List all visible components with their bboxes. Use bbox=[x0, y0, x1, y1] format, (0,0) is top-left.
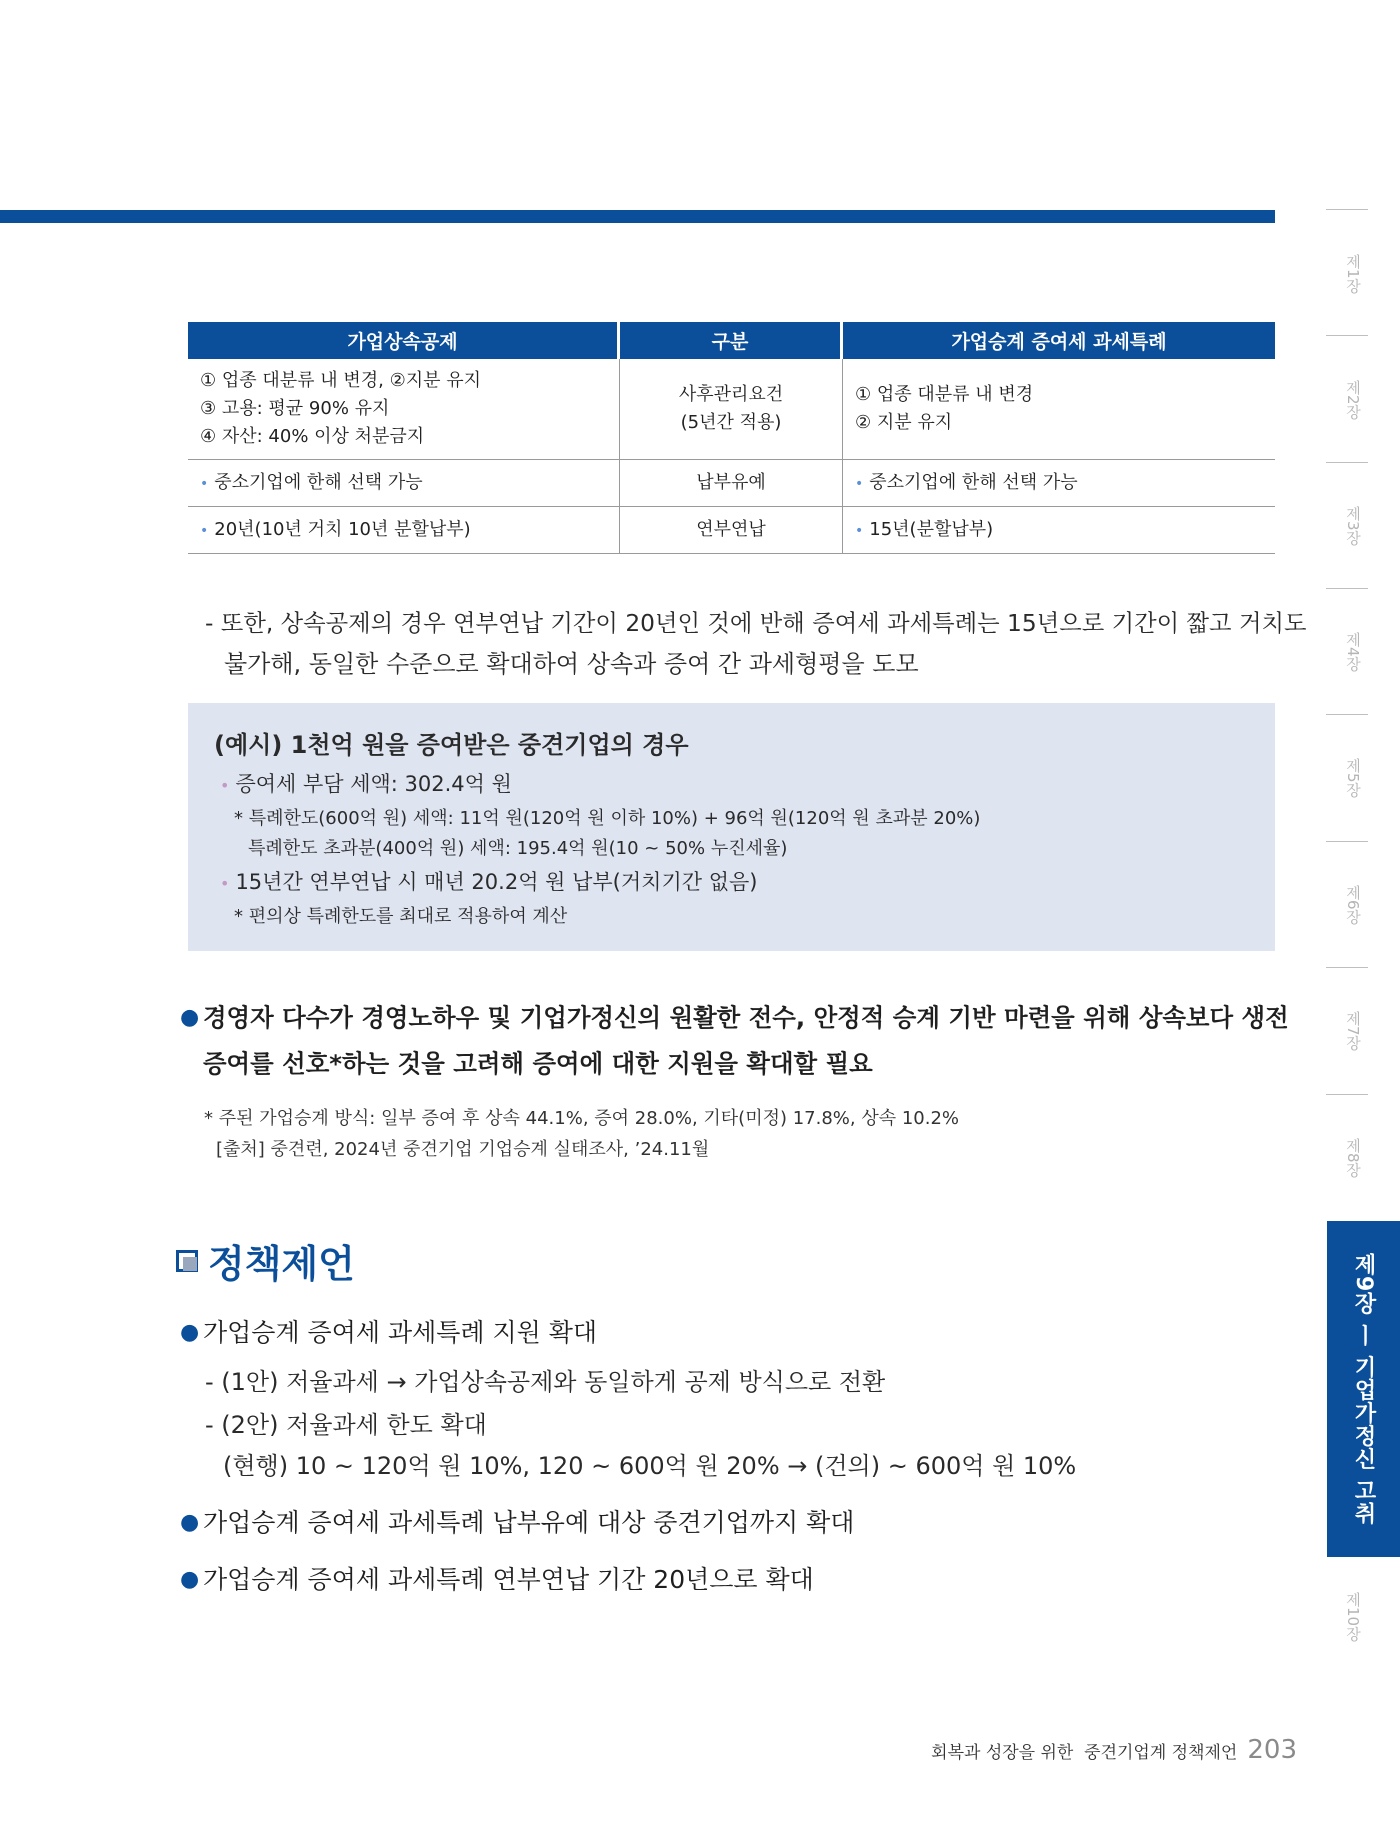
chapter-divider bbox=[1326, 462, 1368, 463]
page-footer bbox=[931, 1735, 1297, 1765]
chapter-tab-3[interactable]: 제3장 bbox=[1344, 506, 1362, 546]
example-box bbox=[188, 703, 1275, 951]
cell-line: ① 업종 대분류 내 변경, ②지분 유지 bbox=[200, 370, 481, 391]
bullet-icon: ● bbox=[180, 1567, 200, 1592]
chapter-tab-5[interactable]: 제5장 bbox=[1344, 758, 1362, 798]
chapter-divider bbox=[1326, 588, 1368, 589]
table-row bbox=[188, 460, 1275, 507]
footnote-line: [출처] 중견련, 2024년 중견기업 기업승계 실태조사, ’24.11월 bbox=[216, 1139, 710, 1160]
policy-bullet-3 bbox=[180, 1557, 1290, 1603]
policy-bullet-1 bbox=[180, 1310, 1290, 1356]
header-inheritance-deduction: 가업상속공제 bbox=[188, 322, 620, 359]
chapter-divider bbox=[1326, 1094, 1368, 1095]
cell-text: 20년(10년 거치 10년 분할납부) bbox=[214, 518, 471, 540]
table-row bbox=[188, 359, 1275, 460]
footer-title: 회복과 성장을 위한 중견기업계 정책제언 bbox=[931, 1743, 1238, 1763]
bullet-icon: • bbox=[220, 874, 230, 893]
chapter-tab-1[interactable]: 제1장 bbox=[1344, 254, 1362, 294]
table-cell bbox=[620, 359, 843, 460]
page-number: 203 bbox=[1247, 1735, 1297, 1765]
cell-text: 중소기업에 한해 선택 가능 bbox=[869, 471, 1078, 493]
policy-sub-1: - (1안) 저율과세 → 가업상속공제와 동일하게 공제 방식으로 전환 bbox=[205, 1368, 886, 1396]
chapter-divider bbox=[1326, 841, 1368, 842]
table-cell: 납부유예 bbox=[620, 460, 843, 507]
chapter-divider bbox=[1326, 967, 1368, 968]
main-bullet-line: 경영자 다수가 경영노하우 및 기업가정신의 원활한 전수, 안정적 승계 기반 마련을 위해 상속보다 생전 bbox=[203, 1003, 1289, 1032]
table-cell bbox=[843, 359, 1275, 460]
example-bullet-text: 15년간 연부연납 시 매년 20.2억 원 납부(거치기간 없음) bbox=[235, 870, 758, 894]
table-cell: 연부연납 bbox=[620, 507, 843, 554]
chapter-divider bbox=[1326, 714, 1368, 715]
main-bullet-line: 증여를 선호*하는 것을 고려해 증여에 대한 지원을 확대할 필요 bbox=[203, 1049, 873, 1078]
chapter-tab-7[interactable]: 제7장 bbox=[1344, 1011, 1362, 1051]
chapter-tab-10[interactable]: 제10장 bbox=[1344, 1592, 1362, 1642]
paragraph-line: - 또한, 상속공제의 경우 연부연납 기간이 20년인 것에 반해 증여세 과세특례는 15년으로 기간이 짧고 거치도 bbox=[205, 610, 1307, 637]
bullet-icon: • bbox=[220, 776, 230, 795]
footnote-line: * 주된 가업승계 방식: 일부 증여 후 상속 44.1%, 증여 28.0%, 기타(미정) 17.8%, 상속 10.2% bbox=[204, 1108, 960, 1129]
bullet-icon: • bbox=[200, 522, 209, 539]
policy-sub-3: (현행) 10 ~ 120억 원 10%, 120 ~ 600억 원 20% → (건의) ~ 600억 원 10% bbox=[223, 1452, 1077, 1480]
chapter-tab-9-active[interactable]: 제9장 ㅣ 기업가정신 고취 bbox=[1327, 1221, 1400, 1557]
paragraph-line: 불가해, 동일한 수준으로 확대하여 상속과 증여 간 과세형평을 도모 bbox=[224, 650, 919, 678]
footnote bbox=[204, 1103, 959, 1165]
example-title: (예시) 1천억 원을 증여받은 중견기업의 경우 bbox=[214, 731, 689, 759]
chapter-tab-2[interactable]: 제2장 bbox=[1344, 380, 1362, 420]
example-bullet bbox=[220, 768, 1249, 798]
main-bullet-text bbox=[180, 995, 1290, 1087]
table-row bbox=[188, 507, 1275, 554]
chapter-tab-6[interactable]: 제6장 bbox=[1344, 885, 1362, 925]
table-cell bbox=[188, 460, 620, 507]
cell-text: 중소기업에 한해 선택 가능 bbox=[214, 471, 423, 493]
square-bullet-icon bbox=[176, 1250, 198, 1272]
comparison-table bbox=[188, 322, 1275, 554]
cell-line: ③ 고용: 평균 90% 유지 bbox=[200, 398, 390, 419]
example-note: 특례한도 초과분(400억 원) 세액: 195.4억 원(10 ~ 50% 누진세율) bbox=[248, 838, 788, 859]
table-cell bbox=[188, 359, 620, 460]
cell-line: 사후관리요건 bbox=[678, 384, 784, 405]
header-gift-tax-special: 가업승계 증여세 과세특례 bbox=[843, 322, 1275, 359]
bullet-icon: • bbox=[855, 522, 864, 539]
example-note: * 편의상 특례한도를 최대로 적용하여 계산 bbox=[234, 906, 568, 927]
chapter-divider bbox=[1326, 335, 1368, 336]
main-bullet bbox=[180, 995, 1290, 1087]
section-heading bbox=[176, 1233, 355, 1288]
cell-line: ④ 자산: 40% 이상 처분금지 bbox=[200, 426, 425, 447]
example-note: * 특례한도(600억 원) 세액: 11억 원(120억 원 이하 10%) + 96억 원(120억 원 초과분 20%) bbox=[234, 808, 981, 829]
example-bullet bbox=[220, 866, 1249, 896]
bullet-icon: ● bbox=[180, 1320, 200, 1345]
table-cell bbox=[843, 460, 1275, 507]
table-cell bbox=[843, 507, 1275, 554]
chapter-tab-8[interactable]: 제8장 bbox=[1344, 1138, 1362, 1178]
table-header-row bbox=[188, 322, 1275, 359]
cell-line: ① 업종 대분류 내 변경 bbox=[855, 384, 1034, 405]
policy-bullet-2 bbox=[180, 1500, 1290, 1546]
cell-text: 15년(분할납부) bbox=[869, 518, 994, 540]
bullet-icon: • bbox=[855, 475, 864, 492]
chapter-divider bbox=[1326, 209, 1368, 210]
table-cell bbox=[188, 507, 620, 554]
cell-line: (5년간 적용) bbox=[680, 412, 782, 433]
section-title: 정책제언 bbox=[208, 1242, 355, 1286]
policy-sub-2: - (2안) 저율과세 한도 확대 bbox=[205, 1411, 487, 1439]
top-rule bbox=[0, 210, 1275, 223]
explanation-paragraph bbox=[205, 604, 1307, 684]
chapter-tab-4[interactable]: 제4장 bbox=[1344, 632, 1362, 672]
header-category: 구분 bbox=[620, 322, 843, 359]
cell-line: ② 지분 유지 bbox=[855, 412, 953, 433]
bullet-icon: • bbox=[200, 475, 209, 492]
bullet-icon: ● bbox=[180, 1005, 200, 1030]
bullet-icon: ● bbox=[180, 1510, 200, 1535]
example-bullet-text: 증여세 부담 세액: 302.4억 원 bbox=[235, 772, 512, 796]
policy-text: 가업승계 증여세 과세특례 지원 확대 bbox=[203, 1318, 598, 1347]
policy-text: 가업승계 증여세 과세특례 연부연납 기간 20년으로 확대 bbox=[203, 1565, 814, 1594]
policy-text: 가업승계 증여세 과세특례 납부유예 대상 중견기업까지 확대 bbox=[203, 1508, 855, 1537]
